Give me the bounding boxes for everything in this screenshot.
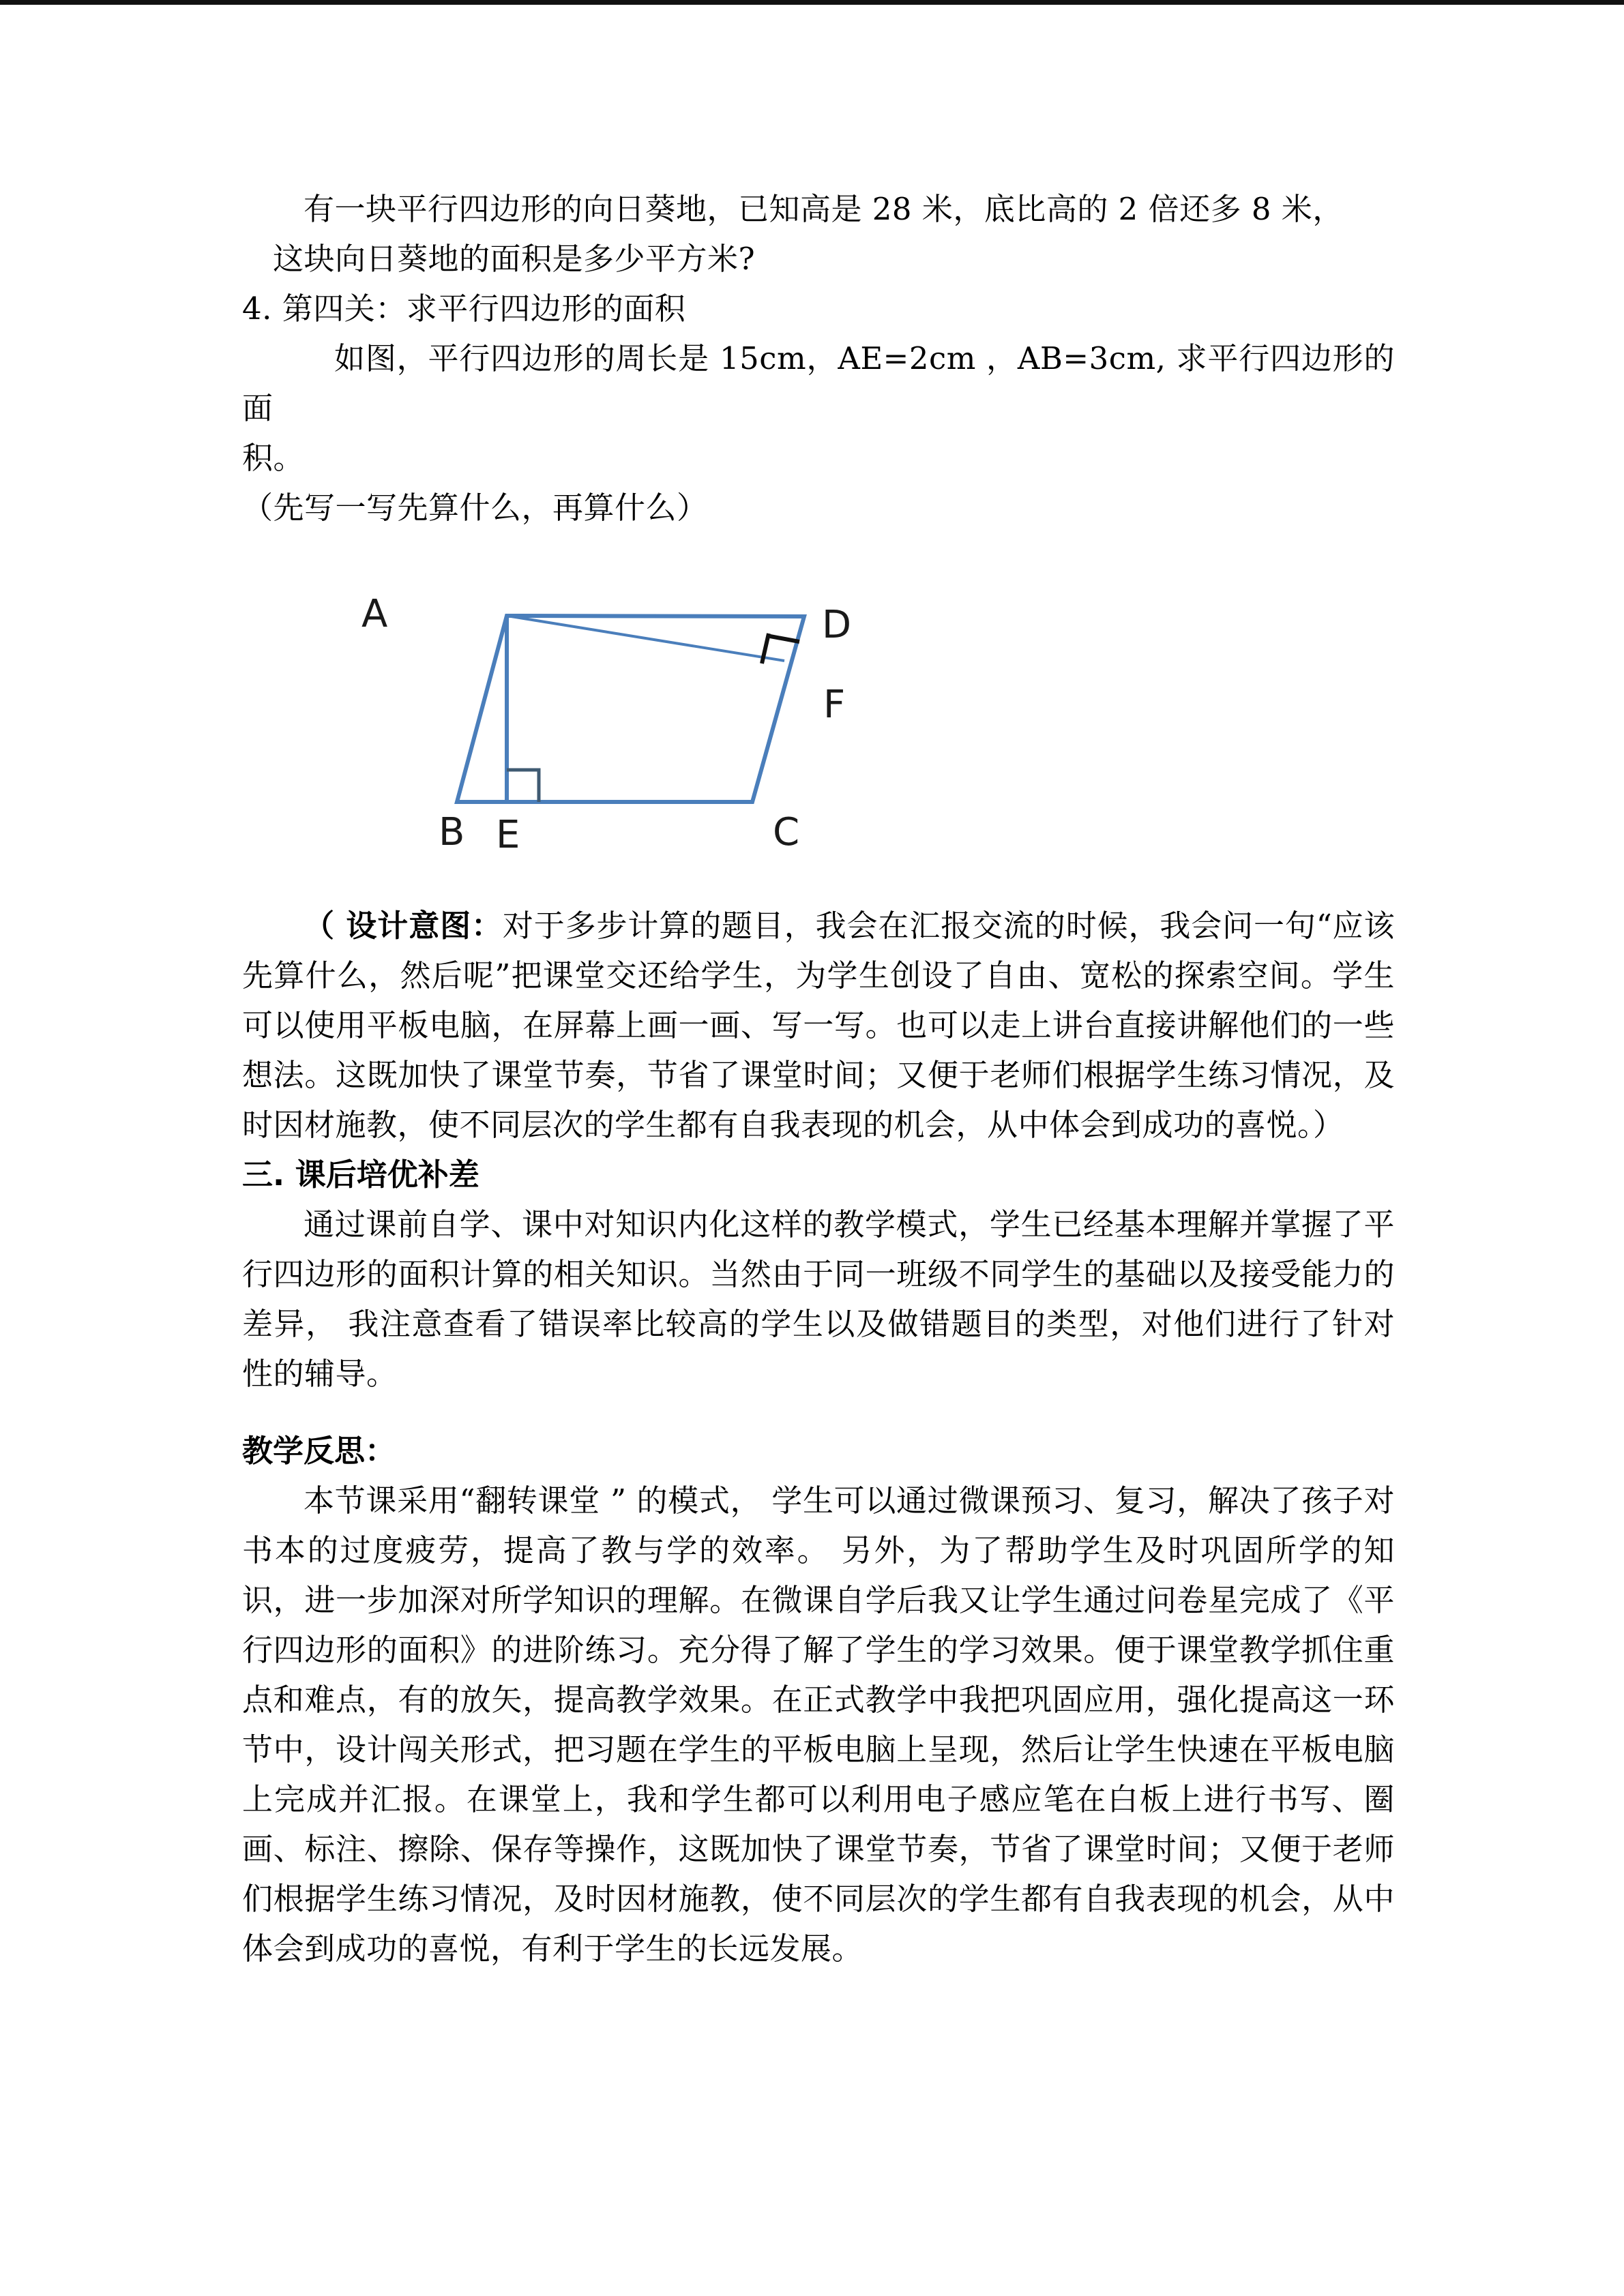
- spacer-before-reflection: [242, 1399, 1395, 1426]
- paragraph-section-three-body: 通过课前自学、课中对知识内化这样的教学模式，学生已经基本理解并掌握了平行四边形的面积计算的相关知识。当然由于同一班级不同学生的基础以及接受能力的差异， 我注意查看了错误率比较高的学生以及做错题目的类型，对他们进行了针对性的辅导。: [242, 1206, 1395, 1392]
- paragraph-sunflower-line1: 有一块平行四边形的向日葵地，已知高是 28 米，底比高的 2 倍还多 8 米，: [304, 191, 1344, 227]
- design-intent-body: 对于多步计算的题目，我会在汇报交流的时候，我会问一句“应该先算什么，然后呢”把课堂交还给学生，为学生创设了自由、宽松的探索空间。学生可以使用平板电脑，在屏幕上画一画、写一写。也可以走上讲台直接讲解他们的一些想法。这既加快了课堂节奏，节省了课堂时间；又便于老师们根据学生练习情况，及时因材施教，使不同层次的学生都有自我表现的机会，从中体会到成功的喜悦。）: [242, 908, 1396, 1143]
- heading-section-three: 三. 课后培优补差: [242, 1157, 479, 1193]
- paragraph-teaching-reflection-body: 本节课采用“翻转课堂 ” 的模式， 学生可以通过微课预习、复习，解决了孩子对书本的过度疲劳，提高了教与学的效率。 另外，为了帮助学生及时巩固所学的知识，进一步加深对所学知识的理解。在微课自学后我又让学生通过问卷星完成了《平行四边形的面积》的进阶练习。充分得了解了学生的学习效果。便于课堂教学抓住重点和难点，有的放矢，提高教学效果。在正式教学中我把巩固应用，强化提高这一环节中，设计闯关形式，把习题在学生的平板电脑上呈现，然后让学生快速在平板电脑上完成并汇报。在课堂上，我和学生都可以利用电子感应笔在白板上进行书写、圈画、标注、擦除、保存等操作，这既加快了课堂节奏，节省了课堂时间；又便于老师们根据学生练习情况，及时因材施教，使不同层次的学生都有自我表现的机会，从中体会到成功的喜悦，有利于学生的长远发展。: [242, 1482, 1395, 1967]
- paragraph-level4-body-line1: 如图，平行四边形的周长是 15cm，AE=2cm ，AB=3cm, 求平行四边形的面: [242, 340, 1395, 426]
- paragraph-level4-title: 4. 第四关：求平行四边形的面积: [242, 290, 686, 327]
- spacer-after-figure: [242, 874, 1395, 901]
- paragraph-level4-hint: （先写一写先算什么，再算什么）: [242, 490, 708, 526]
- parallelogram-outline: [457, 616, 804, 802]
- spacer-before-figure: [242, 533, 1395, 587]
- document-body: [242, 184, 1395, 1973]
- design-intent-label: （ 设计意图：: [304, 908, 503, 944]
- figure-label-a: A: [361, 592, 388, 636]
- right-angle-mark-at-f-stroke2: [770, 636, 799, 642]
- figure-label-e: E: [496, 813, 520, 857]
- figure-label-d: D: [822, 603, 852, 647]
- figure-parallelogram: [242, 587, 1395, 874]
- page-top-rule: [0, 0, 1624, 5]
- paragraph-sunflower-line2: 这块向日葵地的面积是多少平方米?: [273, 241, 756, 277]
- figure-label-b: B: [439, 810, 465, 854]
- figure-label-c: C: [773, 810, 800, 854]
- paragraph-level4-body-line2: 积。: [242, 440, 305, 476]
- paragraph-design-intent: [242, 901, 1395, 1150]
- height-segment-af: [507, 616, 784, 661]
- figure-label-f: F: [823, 683, 846, 727]
- right-angle-mark-at-e: [507, 770, 539, 802]
- heading-teaching-reflection: 教学反思：: [242, 1433, 396, 1469]
